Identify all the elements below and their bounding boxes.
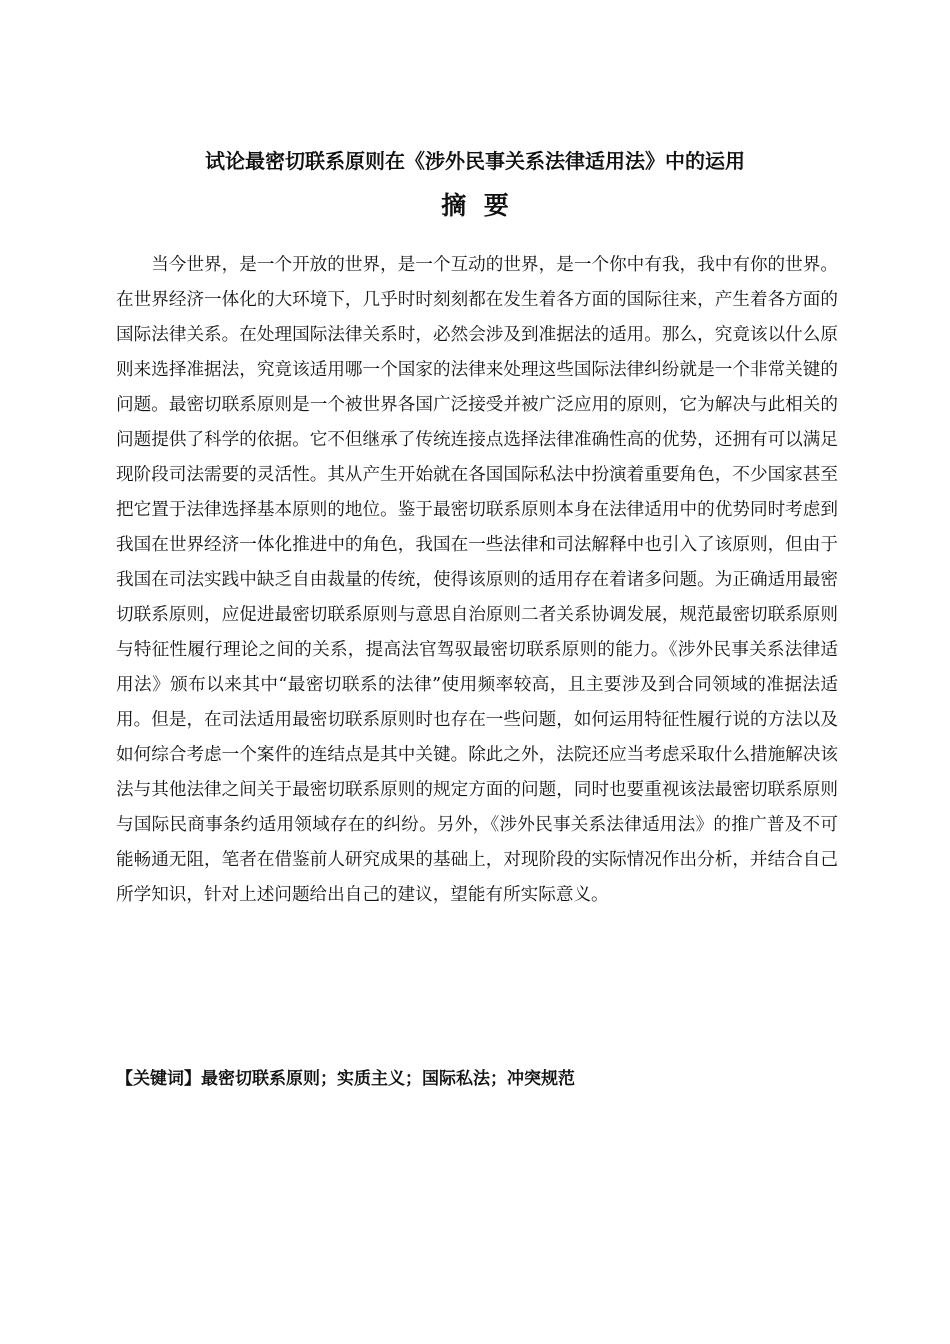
abstract-heading: 摘 要 <box>441 191 509 220</box>
abstract-body: 当今世界，是一个开放的世界，是一个互动的世界，是一个你中有我，我中有你的世界。在世界经济一体化的大环境下，几乎时时刻刻都在发生着各方面的国际往来，产生着各方面的国际法律关系。在处理国际法律关系时，必然会涉及到准据法的适用。那么，究竟该以什么原则来选择准据法，究竟该适用哪一个国家的法律来处理这些国际法律纠纷就是一个非常关键的问题。最密切联系原则是一个被世界各国广泛接受并被广泛应用的原则，它为解决与此相关的问题提供了科学的依据。它不但继承了传统连接点选择法律准确性高的优势，还拥有可以满足现阶段司法需要的灵活性。其从产生开始就在各国国际私法中扮演着重要角色，不少国家甚至把它置于法律选择基本原则的地位。鉴于最密切联系原则本身在法律适用中的优势同时考虑到我国在世界经济一体化推进中的角色，我国在一些法律和司法解释中也引入了该原则，但由于我国在司法实践中缺乏自由裁量的传统，使得该原则的适用存在着诸多问题。为正确适用最密切联系原则，应促进最密切联系原则与意思自治原则二者关系协调发展，规范最密切联系原则与特征性履行理论之间的关系，提高法官驾驭最密切联系原则的能力。《涉外民事关系法律适用法》颁布以来其中“最密切联系的法律”使用频率较高，且主要涉及到合同领域的准据法适用。但是，在司法适用最密切联系原则时也存在一些问题，如何运用特征性履行说的方法以及如何综合考虑一个案件的连结点是其中关键。除此之外，法院还应当考虑采取什么措施解决该法与其他法律之间关于最密切联系原则的规定方面的问题，同时也要重视该法最密切联系原则与国际民商事条约适用领域存在的纠纷。另外，《涉外民事关系法律适用法》的推广普及不可能畅通无阻，笔者在借鉴前人研究成果的基础上，对现阶段的实际情况作出分析，并结合自己所学知识，针对上述问题给出自己的建议，望能有所实际意义。 <box>116 255 838 905</box>
keywords-line <box>116 1064 838 1094</box>
keywords-values: 最密切联系原则；实质主义；国际私法；冲突规范 <box>201 1069 575 1089</box>
document-title: 试论最密切联系原则在《涉外民事关系法律适用法》中的运用 <box>205 149 745 173</box>
keywords-label: 【关键词】 <box>116 1069 201 1089</box>
